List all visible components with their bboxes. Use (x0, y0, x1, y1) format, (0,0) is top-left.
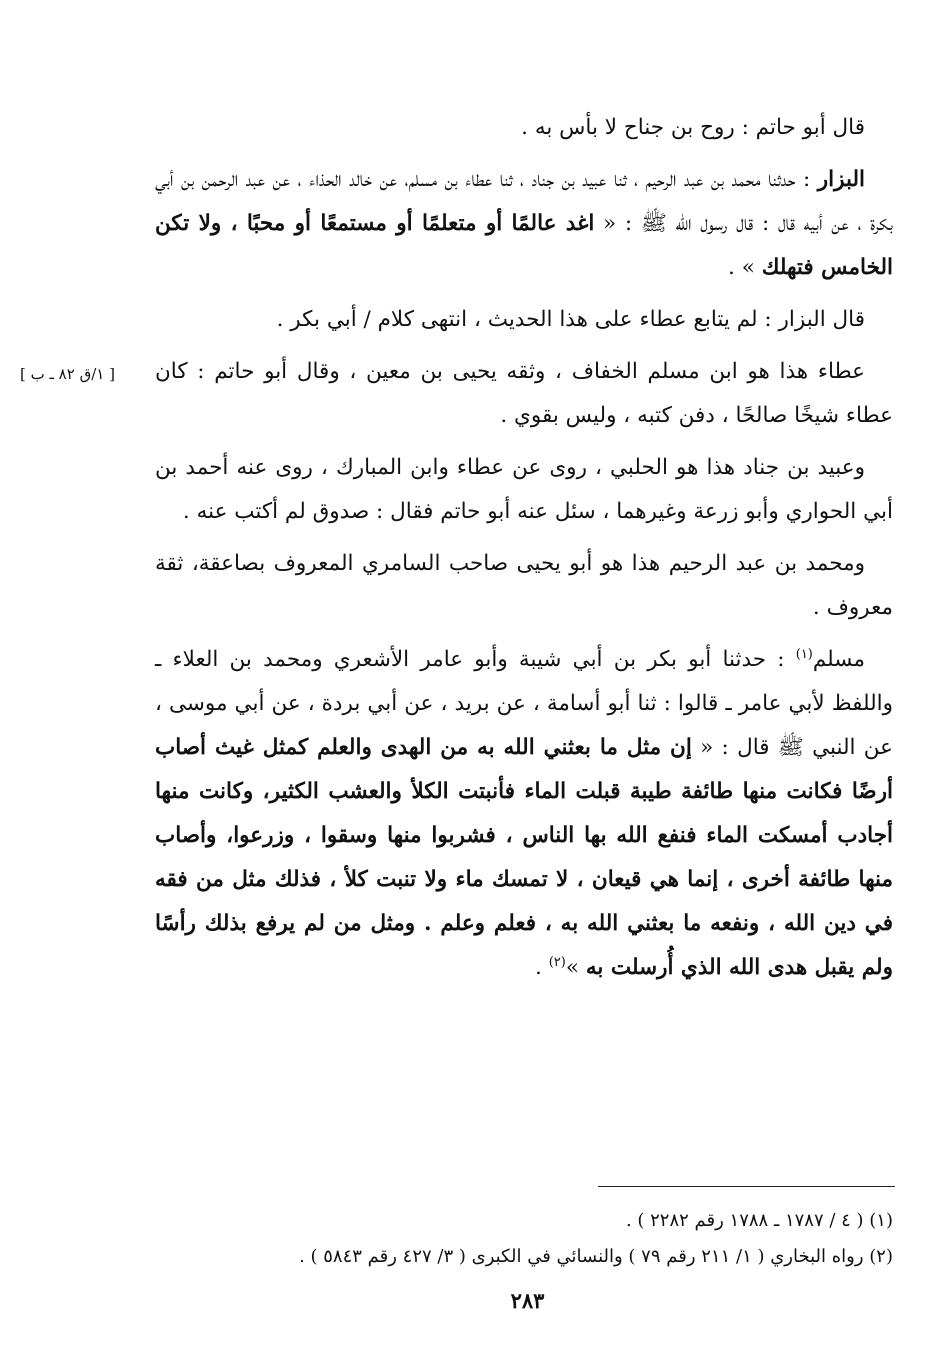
footnote-separator (598, 1186, 895, 1187)
paragraph-ubayd (155, 446, 893, 534)
paragraph-text: قال أبو حاتم : روح بن جناح لا بأس به . (521, 115, 865, 140)
hadith-text: اغد عالمًا أو متعلمًا أو مستمعًا أو محبًا ، ولا تكن الخامس فتهلك (155, 211, 893, 280)
paragraph-muhammad (155, 542, 893, 630)
closing-text: . (535, 955, 549, 980)
main-text (155, 106, 893, 998)
paragraph-bazzar-comment (155, 298, 893, 342)
footnote-ref-1[interactable]: (١) (795, 646, 813, 662)
footnote-1: (١) ( ٤ / ١٧٨٧ ـ ١٧٨٨ رقم ٢٢٨٢ ) . (625, 1210, 893, 1231)
isnad-text: : حدثنا محمد بن عبد الرحيم ، ثنا عبيد بن جناد ، ثنا عطاء بن مسلم، عن خالد الحذاء ، عن عبد الرحمن بن أبي بكرة ، عن أبيه قال : قال رسول الله ﷺ : « (155, 167, 893, 236)
footnote-ref-2[interactable]: (٢) (548, 954, 566, 970)
footnote-2: (٢) رواه البخاري ( ١/ ٢١١ رقم ٧٩ ) والنسائي في الكبرى ( ٣/ ٤٢٧ رقم ٥٨٤٣ ) . (299, 1246, 893, 1267)
paragraph-text: قال البزار : لم يتابع عطاء على هذا الحديث ، انتهى كلام / أبي بكر . (276, 307, 865, 332)
source-lead: البزار (817, 167, 865, 192)
paragraph-bazzar-hadith (155, 158, 893, 290)
closing-text: » . (728, 255, 762, 280)
paragraph-text: ومحمد بن عبد الرحيم هذا هو أبو يحيى صاحب السامري المعروف بصاعقة، ثقة معروف . (155, 551, 893, 620)
paragraph-ata (155, 350, 893, 438)
paragraph-text: وعبيد بن جناد هذا هو الحلبي ، روى عن عطاء وابن المبارك ، روى عنه أحمد بن أبي الحواري وأبو زرعة وغيرهما ، سئل عنه أبو حاتم فقال : صدوق لم أكتب عنه . (155, 455, 893, 524)
footnotes (155, 1203, 893, 1275)
page-number: ٢٨٣ (510, 1288, 545, 1313)
paragraph-abu-hatim (155, 106, 893, 150)
paragraph-text: عطاء هذا هو ابن مسلم الخفاف ، وثقه يحيى بن معين ، وقال أبو حاتم : كان عطاء شيخًا صالحًا ، دفن كتبه ، وليس بقوي . (155, 359, 893, 428)
paragraph-muslim-hadith (155, 638, 893, 990)
manuscript-folio-note: [ ١/ق ٨٢ ـ ب ] (20, 365, 115, 383)
hadith-text: إن مثل ما بعثني الله به من الهدى والعلم كمثل غيث أصاب أرضًا فكانت منها طائفة طيبة قبلت الماء فأنبتت الكلأ والعشب الكثير، وكانت منها أجادب أمسكت الماء فنفع الله بها الناس ، فشربوا منها وسقوا ، وزرعوا، وأصاب منها طائفة أخرى ، إنما هي قيعان ، لا تمسك ماء ولا تنبت كلأ ، فذلك مثل من فقه في دين الله ، ونفعه ما بعثني الله به ، فعلم وعلم . ومثل من لم يرفع بذلك رأسًا ولم يقبل هدى الله الذي أُرسلت به (155, 735, 893, 980)
source-lead: مسلم (812, 647, 865, 672)
isnad-text: : حدثنا أبو بكر بن أبي شيبة وأبو عامر الأشعري ومحمد بن العلاء ـ واللفظ لأبي عامر ـ قالوا : ثنا أبو أسامة ، عن بريد ، عن أبي بردة ، عن أبي موسى ، عن النبي ﷺ قال : « (155, 647, 893, 760)
closing-text: » (565, 955, 586, 980)
